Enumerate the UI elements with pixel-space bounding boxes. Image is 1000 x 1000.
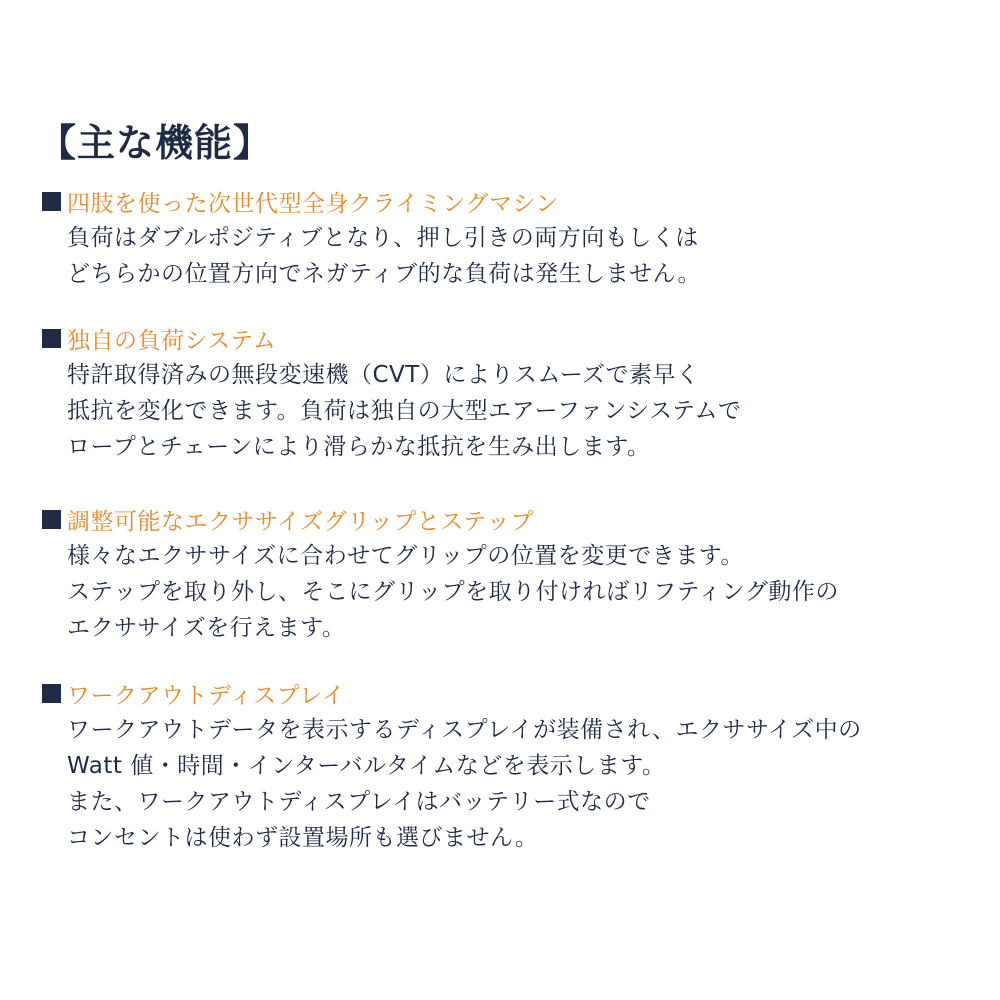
square-bullet-icon: [42, 684, 61, 703]
section-heading-text: 調整可能なエクササイズグリップとステップ: [67, 508, 534, 535]
square-bullet-icon: [42, 510, 61, 529]
section-body-line: 抵抗を変化できます。負荷は独自の大型エアーファンシステムで: [67, 398, 742, 424]
square-bullet-icon: [42, 192, 61, 211]
section-body-line: コンセントは使わず設置場所も選びません。: [67, 825, 539, 851]
section-body-line: 特許取得済みの無段変速機（CVT）によりスムーズで素早く: [67, 362, 700, 388]
feature-section-load-system: [42, 319, 972, 465]
page-title: 【主な機能】: [38, 121, 273, 165]
section-heading-text: ワークアウトディスプレイ: [67, 682, 346, 709]
square-bullet-icon: [42, 329, 61, 348]
section-body-line: Watt 値・時間・インターバルタイムなどを表示します。: [67, 753, 666, 779]
section-body-line: ステップを取り外し、そこにグリップを取り付ければリフティング動作の: [67, 579, 839, 605]
feature-section-grip-step: [42, 500, 972, 646]
section-body-line: エクササイズを行えます。: [67, 615, 346, 641]
section-heading-text: 四肢を使った次世代型全身クライミングマシン: [67, 190, 559, 217]
feature-section-workout-display: [42, 674, 972, 856]
section-body-line: ワークアウトデータを表示するディスプレイが装備され、エクササイズ中の: [67, 717, 862, 743]
section-heading: [42, 674, 972, 712]
section-body-line: どちらかの位置方向でネガティブ的な負荷は発生しません。: [67, 261, 702, 287]
section-heading: [42, 500, 972, 538]
section-body-line: 様々なエクササイズに合わせてグリップの位置を変更できます。: [67, 543, 744, 569]
section-heading: [42, 182, 972, 220]
feature-section-climbing-machine: [42, 182, 972, 292]
section-body-line: また、ワークアウトディスプレイはバッテリー式なので: [67, 789, 651, 815]
section-body-line: 負荷はダブルポジティブとなり、押し引きの両方向もしくは: [67, 225, 699, 251]
section-heading-text: 独自の負荷システム: [67, 327, 277, 354]
section-heading: [42, 319, 972, 357]
section-body-line: ロープとチェーンにより滑らかな抵抗を生み出します。: [67, 434, 651, 460]
